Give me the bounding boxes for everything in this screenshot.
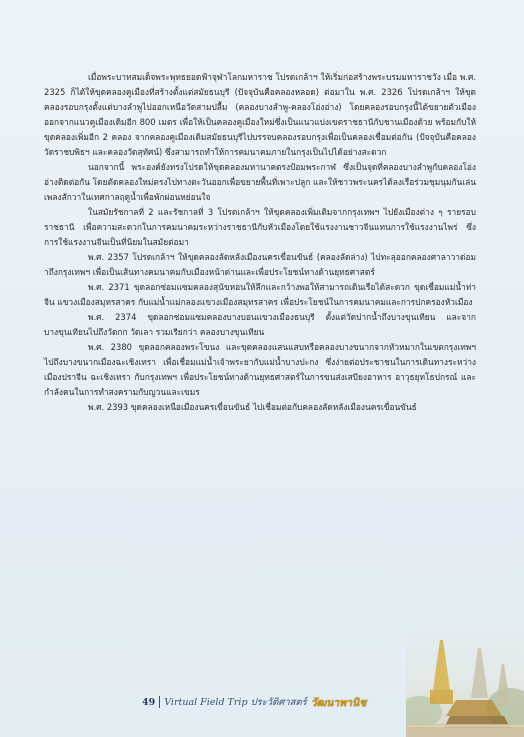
paragraph: เมื่อพระบาทสมเด็จพระพุทธยอดฟ้าจุฬาโลกมหาราช โปรดเกล้าฯ ให้เริ่มก่อสร้างพระบรมมหาราชวัง เมื่อ พ.ศ. 2325 ก็ได้ให้ขุดคลองคูเมืองที่สร้างตั้งแต่สมัยธนบุรี (ปัจจุบันคือคลองหลอด) ต่อมาใน พ.ศ. 2326 โปรดเกล้าฯ ให้ขุดคลองรอบกรุงตั้งแต่บางลำพูไปออกเหนือวัดสามปลื้ม (คลองบางลำพู-คลองโอ่งอ่าง) โดยคลองรอบกรุงนี้ได้ขยายตัวเมืองออกจากแนวคูเมืองเดิมอีก 800 เมตร เพื่อให้เป็นคลองคูเมืองใหม่ซึ่งเป็นแนวแบ่งเขตราชธานีกับชานเมืองด้วย พร้อมกับให้ขุดคลองเพิ่มอีก 2 คลอง จากคลองคูเมืองเดิมสมัยธนบุรีไปบรรจบคลองรอบกรุงเพื่อเป็นคลองเชื่อมต่อกัน (ปัจจุบันคือคลองวัดราชบพิธฯ และคลองวัดสุทัศน์) ซึ่งสามารถทำให้การคมนาคมภายในกรุงเป็นไปได้อย่างสะดวก (44, 72, 476, 157)
paragraph: นอกจากนี้ พระองค์ยังทรงโปรดให้ขุดคลองมหานาคตรงป้อมพระกาฬ ซึ่งเป็นจุดที่คลองบางลำพูกับคลองโอ่งอ่างติดต่อกัน โดยตัดคลองใหม่ตรงไปทางตะวันออกเพื่อขยายพื้นที่เพาะปลูก และให้ชาวพระนครได้ลงเรือร่วมชุมนุมกันเล่นเพลงสักวาในเทศกาลฤดูน้ำเพื่อพักผ่อนหย่อนใจ (44, 162, 476, 202)
paragraph: พ.ศ. 2374 ขุดลอกซ่อมแซมคลองบางบอนแขวงเมืองธนบุรี ตั้งแต่วัดปากน้ำถึงบางขุนเทียน และจากบางขุนเทียนไปถึงวัดกก วัดเลา รวมเรียกว่า คลองบางขุนเทียน (44, 312, 476, 337)
footer-divider (159, 696, 160, 708)
page-footer (142, 693, 366, 711)
paragraph: ในสมัยรัชกาลที่ 2 และรัชกาลที่ 3 โปรดเกล้าฯ ให้ขุดคลองเพิ่มเติมจากกรุงเทพฯ ไปยังเมืองต่าง ๆ รายรอบราชธานี เพื่อความสะดวกในการคมนาคมระหว่างราชธานีกับหัวเมืองโดยใช้แรงงานชาวจีนแทนการใช้แรงงานไพร่ ซึ่งการใช้แรงงานจีนเป็นที่นิยมในสมัยต่อมา (44, 207, 476, 247)
footer-title: Virtual Field Trip ประวัติศาสตร์ (164, 696, 307, 708)
paragraph: พ.ศ. 2371 ขุดลอกซ่อมแซมคลองสุนัขหอนให้ลึกและกว้างพอให้สามารถเดินเรือได้สะดวก ขุดเชื่อมแม่น้ำท่าจีน แขวงเมืองสมุทรสาคร กับแม่น้ำแม่กลองแขวงเมืองสมุทรสาคร เพื่อประโยชน์ในการคมนาคมและการปกครองหัวเมือง (44, 282, 476, 307)
paragraph: พ.ศ. 2393 ขุดคลองเหนือเมืองนครเขื่อนขันธ์ ไปเชื่อมต่อกับคลองลัดหลังเมืองนครเขื่อนขันธ์ (88, 402, 417, 412)
publisher-logo: วัฒนาพานิช (310, 696, 367, 709)
paragraph: พ.ศ. 2380 ขุดลอกคลองพระโขนง และขุดคลองแสนแสบหรือคลองบางขนากจากหัวหมากในเขตกรุงเทพฯ ไปถึงบางขนากเมืองฉะเชิงเทรา เพื่อเชื่อมแม่น้ำเจ้าพระยากับแม่น้ำบางปะกง ซึ่งง่ายต่อประชาชนในการเดินทางระหว่างเมืองปราจีน ฉะเชิงเทรา กับกรุงเทพฯ เพื่อประโยชน์ทางด้านยุทธศาสตร์ในการขนส่งเสบียงอาหาร อาวุธยุทโธปกรณ์ และกำลังคนในการทำสงครามกับญวนและเขมร (44, 342, 476, 397)
paragraph: พ.ศ. 2357 โปรดเกล้าฯ ให้ขุดคลองลัดหลังเมืองนครเขื่อนขันธ์ (คลองลัดล่าง) ไปทะลุออกคลองศาลาวาด่อมาถึงกรุงเทพฯ เพื่อเป็นเส้นทางคมนาคมกับเมืองหน้าด่านและเพื่อประโยชน์ทางด้านยุทธศาสตร์ (44, 252, 476, 277)
body-text (44, 70, 476, 415)
temple-icon (406, 620, 524, 737)
page-number: 49 (142, 696, 156, 708)
temple-illustration (406, 620, 524, 737)
